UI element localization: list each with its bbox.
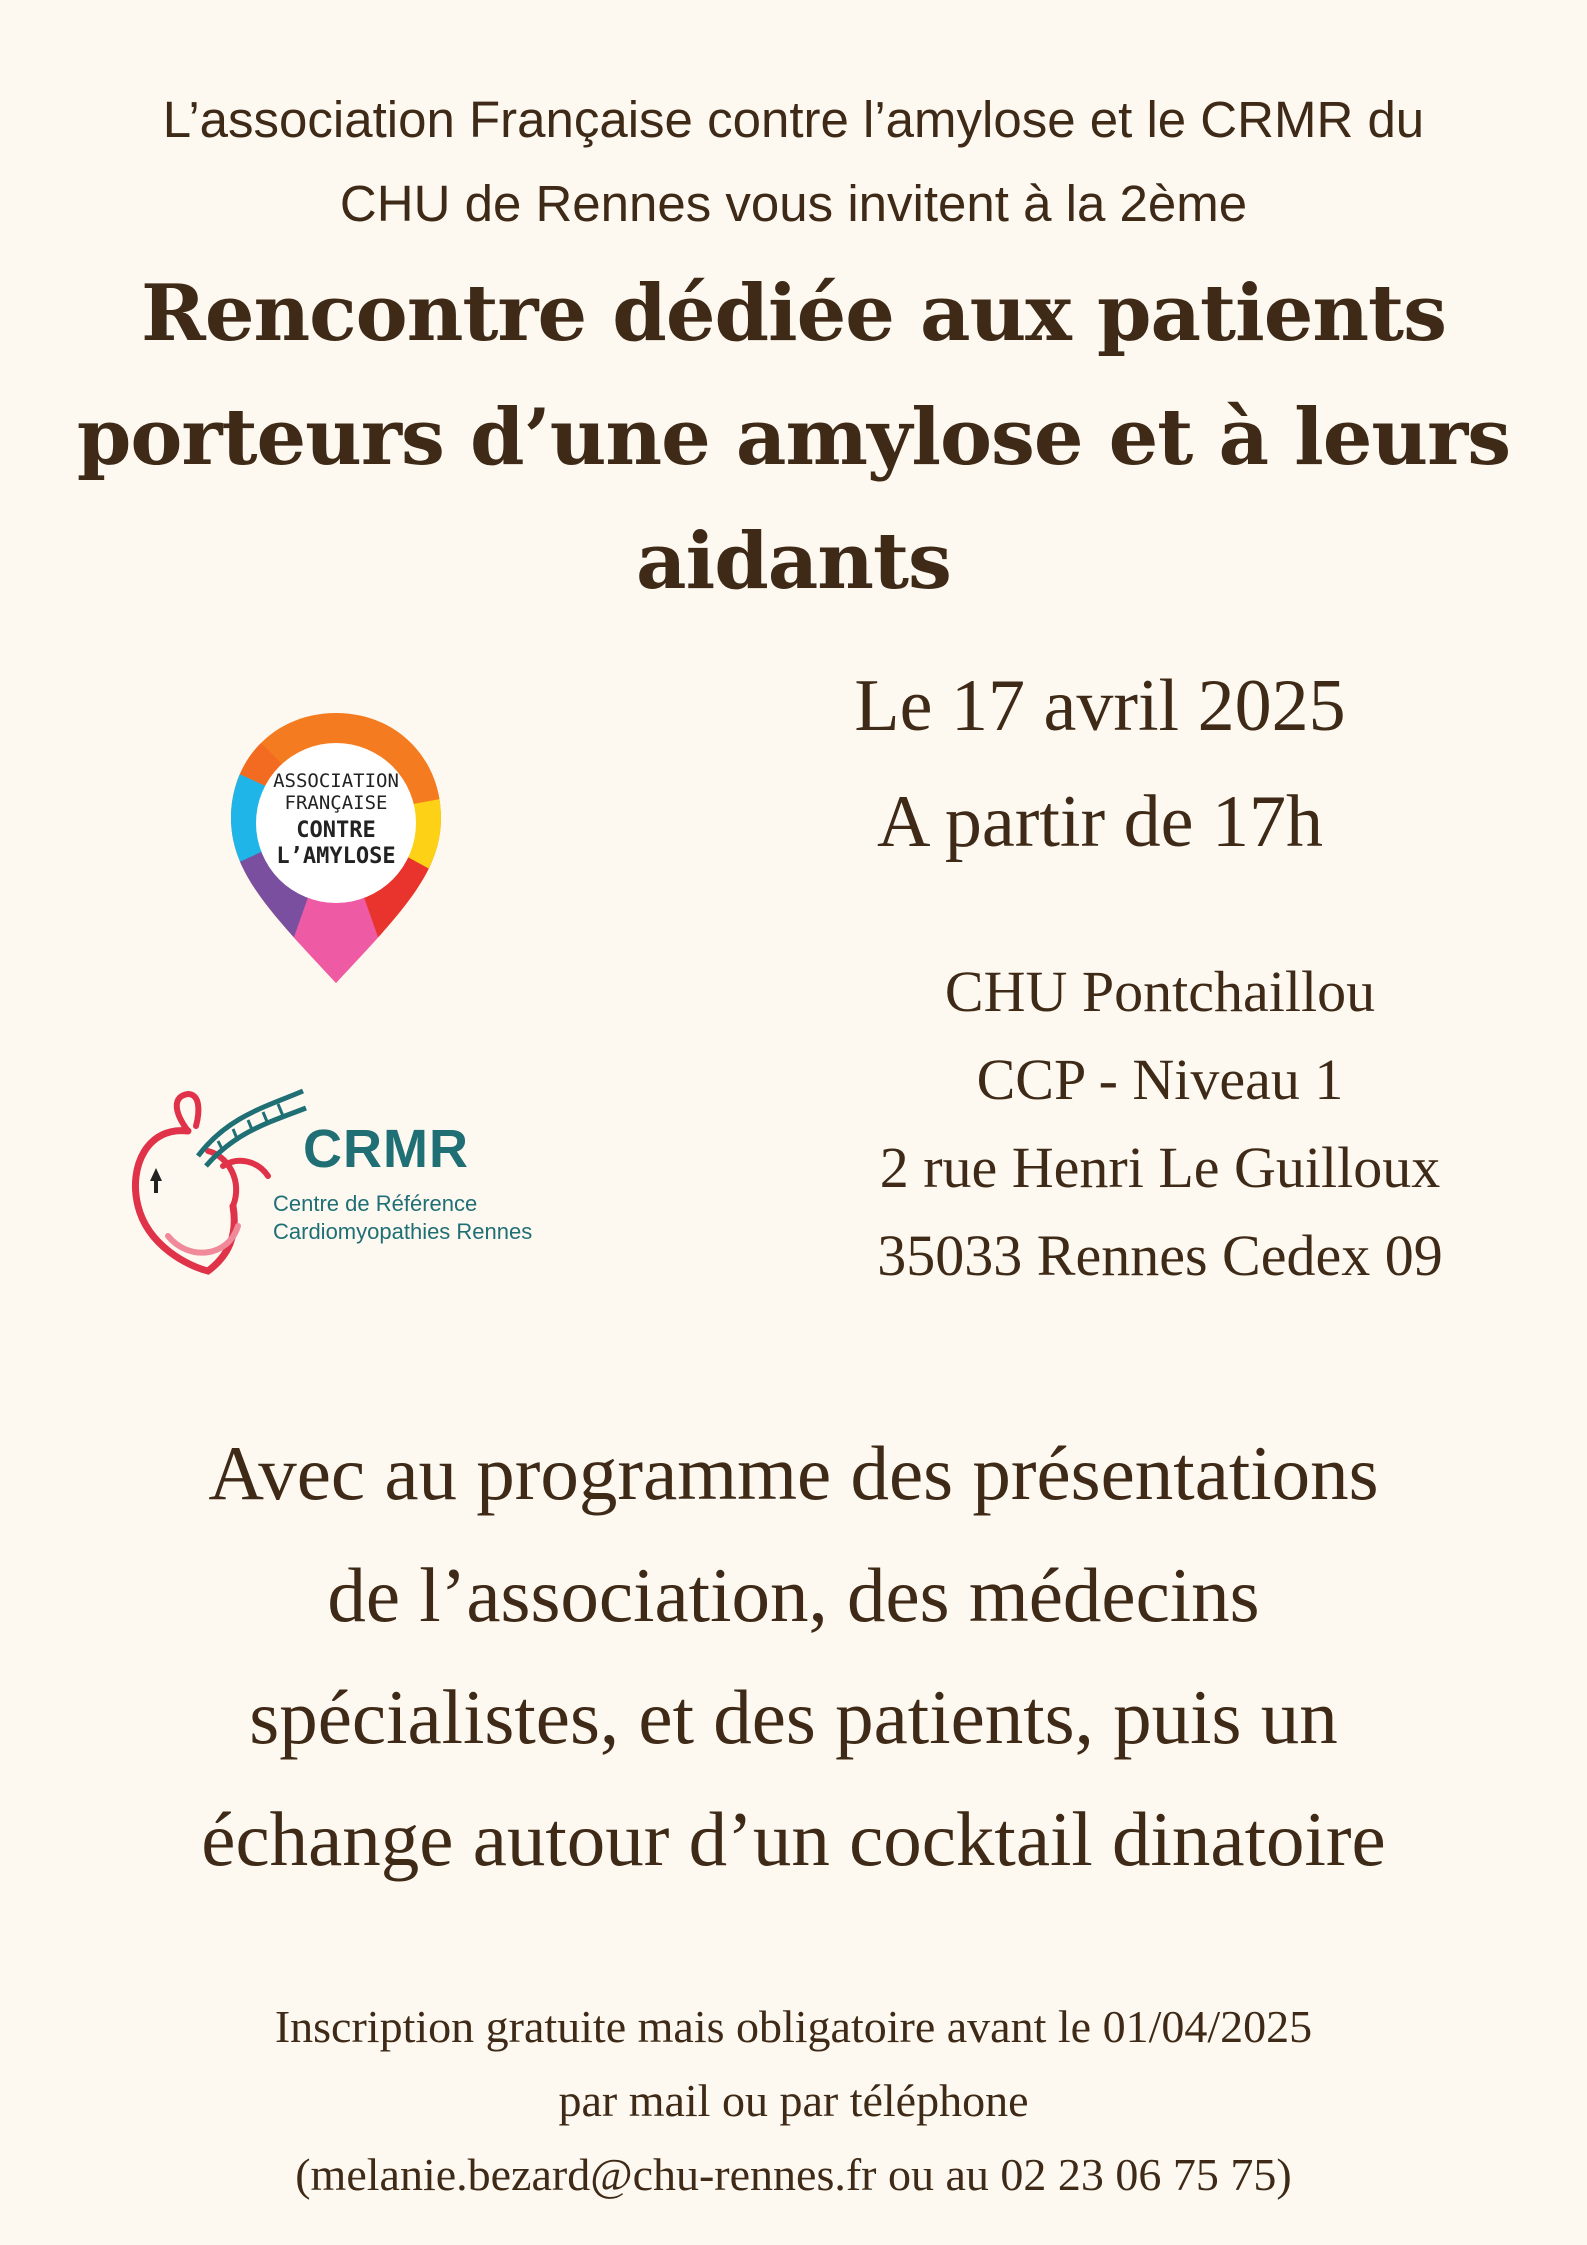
title-line-2: porteurs d’une amylose et à leurs — [76, 392, 1511, 483]
event-date: Le 17 avril 2025 — [854, 665, 1346, 747]
program-line-1: Avec au programme des présentations — [208, 1430, 1379, 1516]
address-line-1: CHU Pontchaillou — [944, 959, 1376, 1024]
title-line-3: aidants — [636, 516, 951, 607]
registration-line-2: par mail ou par téléphone — [558, 2075, 1029, 2126]
registration-info — [40, 1990, 1547, 2212]
event-date-time — [780, 648, 1420, 880]
registration-line-1: Inscription gratuite mais obligatoire avant le 01/04/2025 — [274, 2001, 1313, 2052]
address-line-3: 2 rue Henri Le Guilloux — [879, 1135, 1441, 1200]
crmr-subtitle — [273, 1190, 532, 1246]
afca-line-4: L’AMYLOSE — [276, 844, 396, 869]
event-time: A partir de 17h — [877, 781, 1323, 863]
intro-line-2: CHU de Rennes vous invitent à la 2ème — [339, 175, 1248, 232]
crmr-subtitle-line-2: Cardiomyopathies Rennes — [273, 1219, 533, 1244]
afca-logo — [226, 708, 446, 988]
afca-line-1: ASSOCIATION — [273, 770, 399, 792]
heart-dna-icon — [128, 1086, 308, 1276]
address-line-2: CCP - Niveau 1 — [976, 1047, 1344, 1112]
venue-address — [780, 948, 1540, 1300]
address-line-4: 35033 Rennes Cedex 09 — [877, 1223, 1443, 1288]
intro-text — [40, 78, 1547, 246]
event-title — [40, 252, 1547, 624]
afca-line-3: CONTRE — [296, 818, 376, 843]
crmr-logo — [128, 1086, 598, 1276]
title-line-1: Rencontre dédiée aux patients — [141, 268, 1446, 359]
program-line-3: spécialistes, et des patients, puis un — [249, 1674, 1338, 1760]
intro-line-1: L’association Française contre l’amylose et le CRMR du — [162, 91, 1425, 148]
registration-contact: (melanie.bezard@chu-rennes.fr ou au 02 23 06 75 75) — [295, 2149, 1292, 2200]
crmr-title: CRMR — [303, 1119, 469, 1179]
crmr-subtitle-line-1: Centre de Référence — [273, 1191, 478, 1216]
program-line-4: échange autour d’un cocktail dinatoire — [201, 1796, 1386, 1882]
program-line-2: de l’association, des médecins — [327, 1552, 1260, 1638]
afca-line-2: FRANÇAISE — [284, 792, 388, 814]
program-description — [20, 1412, 1567, 1900]
